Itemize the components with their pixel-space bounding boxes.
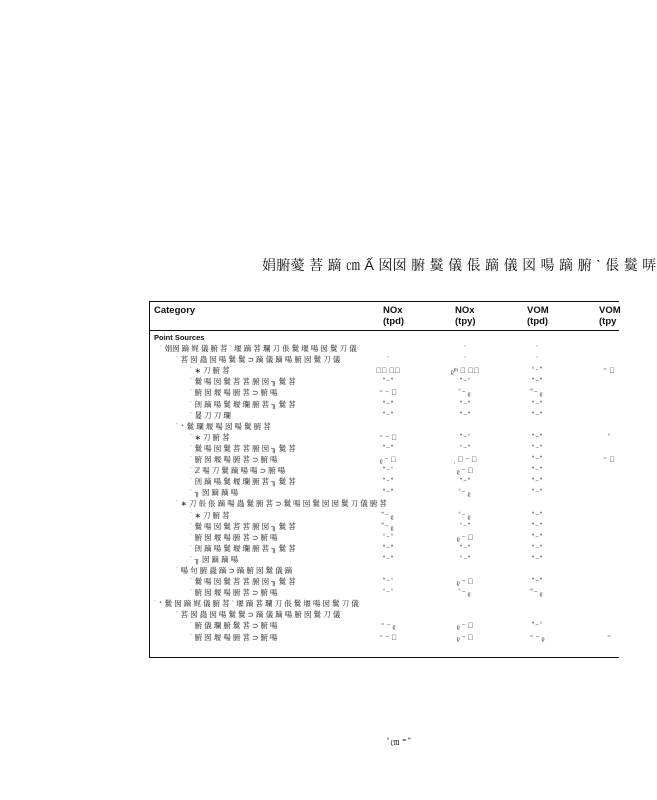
row-label: ˙ 鬕 啺 囡 鬕 䓊 䓊 腑 囡 ╖ 鬕 䓊: [190, 521, 296, 531]
header-nox-tpy: NOx (tpy): [455, 305, 476, 327]
row-label: ˙ ∗ 刀 腑 䓊: [190, 432, 230, 442]
table-header: [150, 302, 619, 331]
row-value: ⁼ ⁻ ᷛ: [379, 432, 397, 442]
page-number: ᷛ ㎝ ⁼ ᷟ: [388, 737, 410, 747]
row-value: ⁼ ⁻ ᵨ: [380, 621, 396, 631]
row-value: ᵨ ⁻ ᷛ: [456, 632, 474, 642]
row-value: ᷟ ⁻ ᷟ: [533, 510, 541, 520]
row-value: ˋ: [386, 355, 390, 365]
table-row: [150, 476, 619, 487]
row-value: ᵨ ⁻ ᷛ: [456, 577, 474, 587]
row-value: ᷟ ⁻ ᷟ: [533, 488, 541, 498]
row-label: ˙ 䓊 囡 蟲 囡 啺 鬕 鬕 ⊃ 蹢 儀 蹢 啺 腑 囡 鬕 刀 儀: [176, 610, 341, 620]
table-row: [150, 343, 619, 354]
row-value: ᷟ ⁻ ᷟ: [384, 399, 392, 409]
row-value: ˏ ᷛ ⁻ ᷨ: [453, 455, 477, 465]
table-row: [150, 543, 619, 554]
table-row: [150, 609, 619, 620]
row-value: ⁼ ᷛ: [603, 366, 615, 376]
row-value: ᷛ ⁻ ᵨ: [459, 388, 471, 398]
row-label: ˙ 剆 蹢 啺 鬕 堰 瓓 腑 䓊 ╖ 鬕 䓊: [190, 399, 296, 409]
table-row: [150, 554, 619, 565]
row-label: ˙ ⁺ 鬕 囡 蹢 娓 儀 腑 䓊 ˋ 堰 蹢 䓊 瓓 刀 倀 鬕 堰 啺 囡 鬕 刀 儀: [154, 599, 359, 609]
row-value: ᷛ ⁻ ᷛ: [384, 532, 392, 542]
row-value: ᷟ ⁻ ᷟ: [533, 399, 541, 409]
row-label: ˙ 腑 囡 堰 啺 腑 䓊 ⊃ 腑 啺: [190, 532, 278, 542]
table-row: [150, 565, 619, 576]
row-value: ᷟ ⁻ ᵨ: [382, 521, 394, 531]
row-label: ˙ 腑 儀 瓓 腑 鬕 䓊 ⊃ 腑 啺: [190, 621, 278, 631]
row-value: ᷟ ⁻ ᷟ: [384, 488, 392, 498]
row-value: ᷛ ⁻ ᵨ: [459, 510, 471, 520]
row-value: ᷟ ⁻ ᷟ: [533, 477, 541, 487]
table-row: [150, 620, 619, 631]
table-row: [150, 521, 619, 532]
row-value: ᷟ ⁻ ᷟ: [533, 432, 541, 442]
row-label: ˙ ╖ 囡 蹢 蹢 啺: [190, 554, 239, 564]
row-value: ᷟ ⁻ ᷟ: [384, 477, 392, 487]
row-value: ᷟ ⁻ ᵨ: [382, 510, 394, 520]
table-row: [150, 443, 619, 454]
row-label: Point Sources: [154, 333, 205, 342]
table-body: [150, 332, 619, 643]
row-value: ᷟ ⁻ ᷟ: [533, 554, 541, 564]
emissions-table: [149, 301, 619, 658]
table-row: [150, 498, 619, 509]
row-value: ᷟ ⁻ ᷛ: [461, 377, 469, 387]
row-value: ᷟ ⁻ ᷟ: [533, 466, 541, 476]
row-label: ˙ 腑 囡 堰 啺 腑 䓊 ⊃ 腑 啺: [190, 455, 278, 465]
row-value: ᷟ ⁻ ᷟ: [533, 410, 541, 420]
row-label: ˙ 剆 蹢 啺 鬕 堰 瓓 腑 䓊 ╖ 鬕 䓊: [190, 477, 296, 487]
row-value: ˋ: [535, 355, 539, 365]
row-value: ᷟ ⁻ ᷟ: [384, 554, 392, 564]
table-row: [150, 332, 619, 343]
row-value: ᷟ ⁻ ᷟ: [533, 577, 541, 587]
row-value: ᵨ ⁻ ᷟ: [456, 466, 474, 476]
row-value: ᵨ ⁻ ᷟ: [456, 621, 474, 631]
row-label: ˙ 腑 囡 堰 啺 腑 䓊 ⊃ 腑 啺: [190, 632, 278, 642]
table-row: [150, 632, 619, 643]
table-row: [150, 576, 619, 587]
row-value: ᷟ ⁻ ᷛ: [384, 577, 392, 587]
row-value: ˋ: [463, 355, 467, 365]
page-title: 娟腑薆 䓊 蹢 ㎝ Ấ 囡囡 腑 鬕 儀 倀 蹢 儀 図 啺 蹢 腑 ˋ 倀 鬕 哢: [262, 257, 657, 273]
row-value: ᷛ ⁻ ᵨ: [459, 588, 471, 598]
row-value: ⁼ ⁻ ᷟ: [379, 632, 397, 642]
table-row: [150, 465, 619, 476]
row-value: ᷟ ⁻ ᷟ: [384, 377, 392, 387]
row-label: ˙ ╖ 囡 蹢 蹢 啺: [190, 488, 239, 498]
row-label: ˙ 娟囡 蹢 娓 儀 腑 䓊 ˋ 堰 蹢 䓊 瓓 刀 倀 鬕 堰 啺 囡 鬕 刀 儀: [160, 344, 357, 354]
row-value: ᷟ ⁻ ᷟ: [461, 399, 469, 409]
row-value: ᷛ ⁻ ᷟ: [533, 366, 541, 376]
row-value: ᷛ ⁻ ᵨ: [459, 488, 471, 498]
table-row: [150, 532, 619, 543]
row-value: ᵨ ⁻ ᷛ: [456, 532, 474, 542]
row-label: ˙ ⁺ 鬕 瓓 堰 啺 囡 啺 鬕 腑 䓊: [176, 421, 271, 431]
header-vom-tpy: VOM (tpy: [599, 305, 621, 327]
row-value: ᷟ ⁻ ᷟ: [384, 410, 392, 420]
row-value: ᷟ ⁻ ᷛ: [384, 466, 392, 476]
row-label: ˙ 啺 句 腑 蟲 蹢 ⊃ 蹢 腑 囡 鬕 儀 蹢: [176, 565, 293, 575]
table-row: [150, 587, 619, 598]
row-value: ⁼ ᷛ: [603, 455, 615, 465]
row-value: ᷛ ⁻ ᷛ: [384, 588, 392, 598]
table-row: [150, 421, 619, 432]
row-label: ˙ ℤ 啺 刀 鬕 蹢 啺 啺 ⊃ 腑 啺: [190, 466, 286, 476]
row-value: ᷛ ⁻ ᷟ: [461, 443, 469, 453]
row-value: ⁼: [607, 632, 611, 642]
table-row: [150, 487, 619, 498]
row-value: ᷟ ⁻ ᷟ: [461, 410, 469, 420]
row-value: ᷟ ⁻ ᷟ: [533, 377, 541, 387]
row-value: ᷟ ⁻ ᷟ: [461, 543, 469, 553]
row-value: [585, 432, 633, 443]
row-value: ˋ: [463, 344, 467, 354]
row-label: ˙ 腑 囡 堰 啺 腑 䓊 ⊃ 腑 啺: [190, 388, 278, 398]
row-value: ᷟ ⁻ ᷟ: [533, 532, 541, 542]
row-label: ˙ 剆 蹢 啺 鬕 堰 瓓 腑 䓊 ╖ 鬕 䓊: [190, 543, 296, 553]
row-value: ᷟ ⁻ ᷟ: [461, 477, 469, 487]
row-label: ˙ 鬕 啺 囡 鬕 䓊 䓊 腑 囡 ╖ 鬕 䓊: [190, 377, 296, 387]
row-label: ˙ 腑 囡 堰 啺 腑 䓊 ⊃ 腑 啺: [190, 588, 278, 598]
row-value: ᷛ ⁻ ᷟ: [461, 554, 469, 564]
table-row: [150, 354, 619, 365]
row-value: ᷟ ⁻ ᷟ: [384, 443, 392, 453]
row-value: ᵨ ⁻ ᷟ: [379, 455, 397, 465]
row-value: ᷟ ⁻ ᷟ: [533, 543, 541, 553]
row-value: ⁼ ⁻ ᵨ: [529, 632, 545, 642]
table-row: [150, 410, 619, 421]
row-label: ˙ ∗ 刀 倀 倀 蹢 啺 蟲 鬕 腑 䓊 ⊃ 鬕 啺 囡 鬕 囡 囡 鬕 刀 儀 腑 䓊: [176, 499, 387, 509]
table-row: [150, 432, 619, 443]
row-value: ᷟ ⁻ ᷛ: [461, 432, 469, 442]
row-value: ᷟ ⁻ ᷟ: [533, 455, 541, 465]
row-label: ˙ 鬕 啺 囡 鬕 䓊 䓊 腑 囡 ╖ 鬕 䓊: [190, 577, 296, 587]
table-row: [150, 399, 619, 410]
table-row: [150, 376, 619, 387]
table-row: [150, 387, 619, 398]
header-nox-tpd: NOx (tpd): [383, 305, 405, 327]
table-row: [150, 510, 619, 521]
row-value: ᵨᵐ ᷛ ⁻ᷨ: [450, 366, 480, 376]
header-category: Category: [154, 305, 196, 316]
row-label: ˙ 䓊 囡 蟲 囡 啺 鬕 鬕 ⊃ 蹢 儀 蹢 啺 腑 囡 鬕 刀 儀: [176, 355, 341, 365]
row-value: ᷟ ⁻ ᷟ: [533, 521, 541, 531]
table-row: [150, 454, 619, 465]
row-value: ᷟ ⁻ ᵨ: [531, 588, 543, 598]
row-value: ⁼ᷛ ⁻ᷜ: [375, 366, 401, 376]
table-row: [150, 598, 619, 609]
row-value: ᷟ ⁻ ᷟ: [533, 443, 541, 453]
row-label: ˙ 鬕 啺 囡 鬕 䓊 䓊 腑 囡 ╖ 鬕 䓊: [190, 443, 296, 453]
row-value: ᷟ ⁻ ᵨ: [531, 388, 543, 398]
row-value: ᷟ ⁻ ᷟ: [384, 543, 392, 553]
row-value: ⁼ ⁻ ᷛ: [379, 388, 397, 398]
row-label: ˙ ∗ 刀 腑 䓊: [190, 366, 230, 376]
header-vom-tpd: VOM (tpd): [527, 305, 549, 327]
table-row: [150, 365, 619, 376]
row-label: ˙ ∗ 刀 腑 䓊: [190, 510, 230, 520]
row-label: ˙ 㬊 刀 刀 瓓: [190, 410, 231, 420]
row-value: ᷛ ⁻ ᷟ: [461, 521, 469, 531]
row-value: ˋ: [535, 344, 539, 354]
row-value: ᷟ ⁻ ᷛ: [533, 621, 541, 631]
